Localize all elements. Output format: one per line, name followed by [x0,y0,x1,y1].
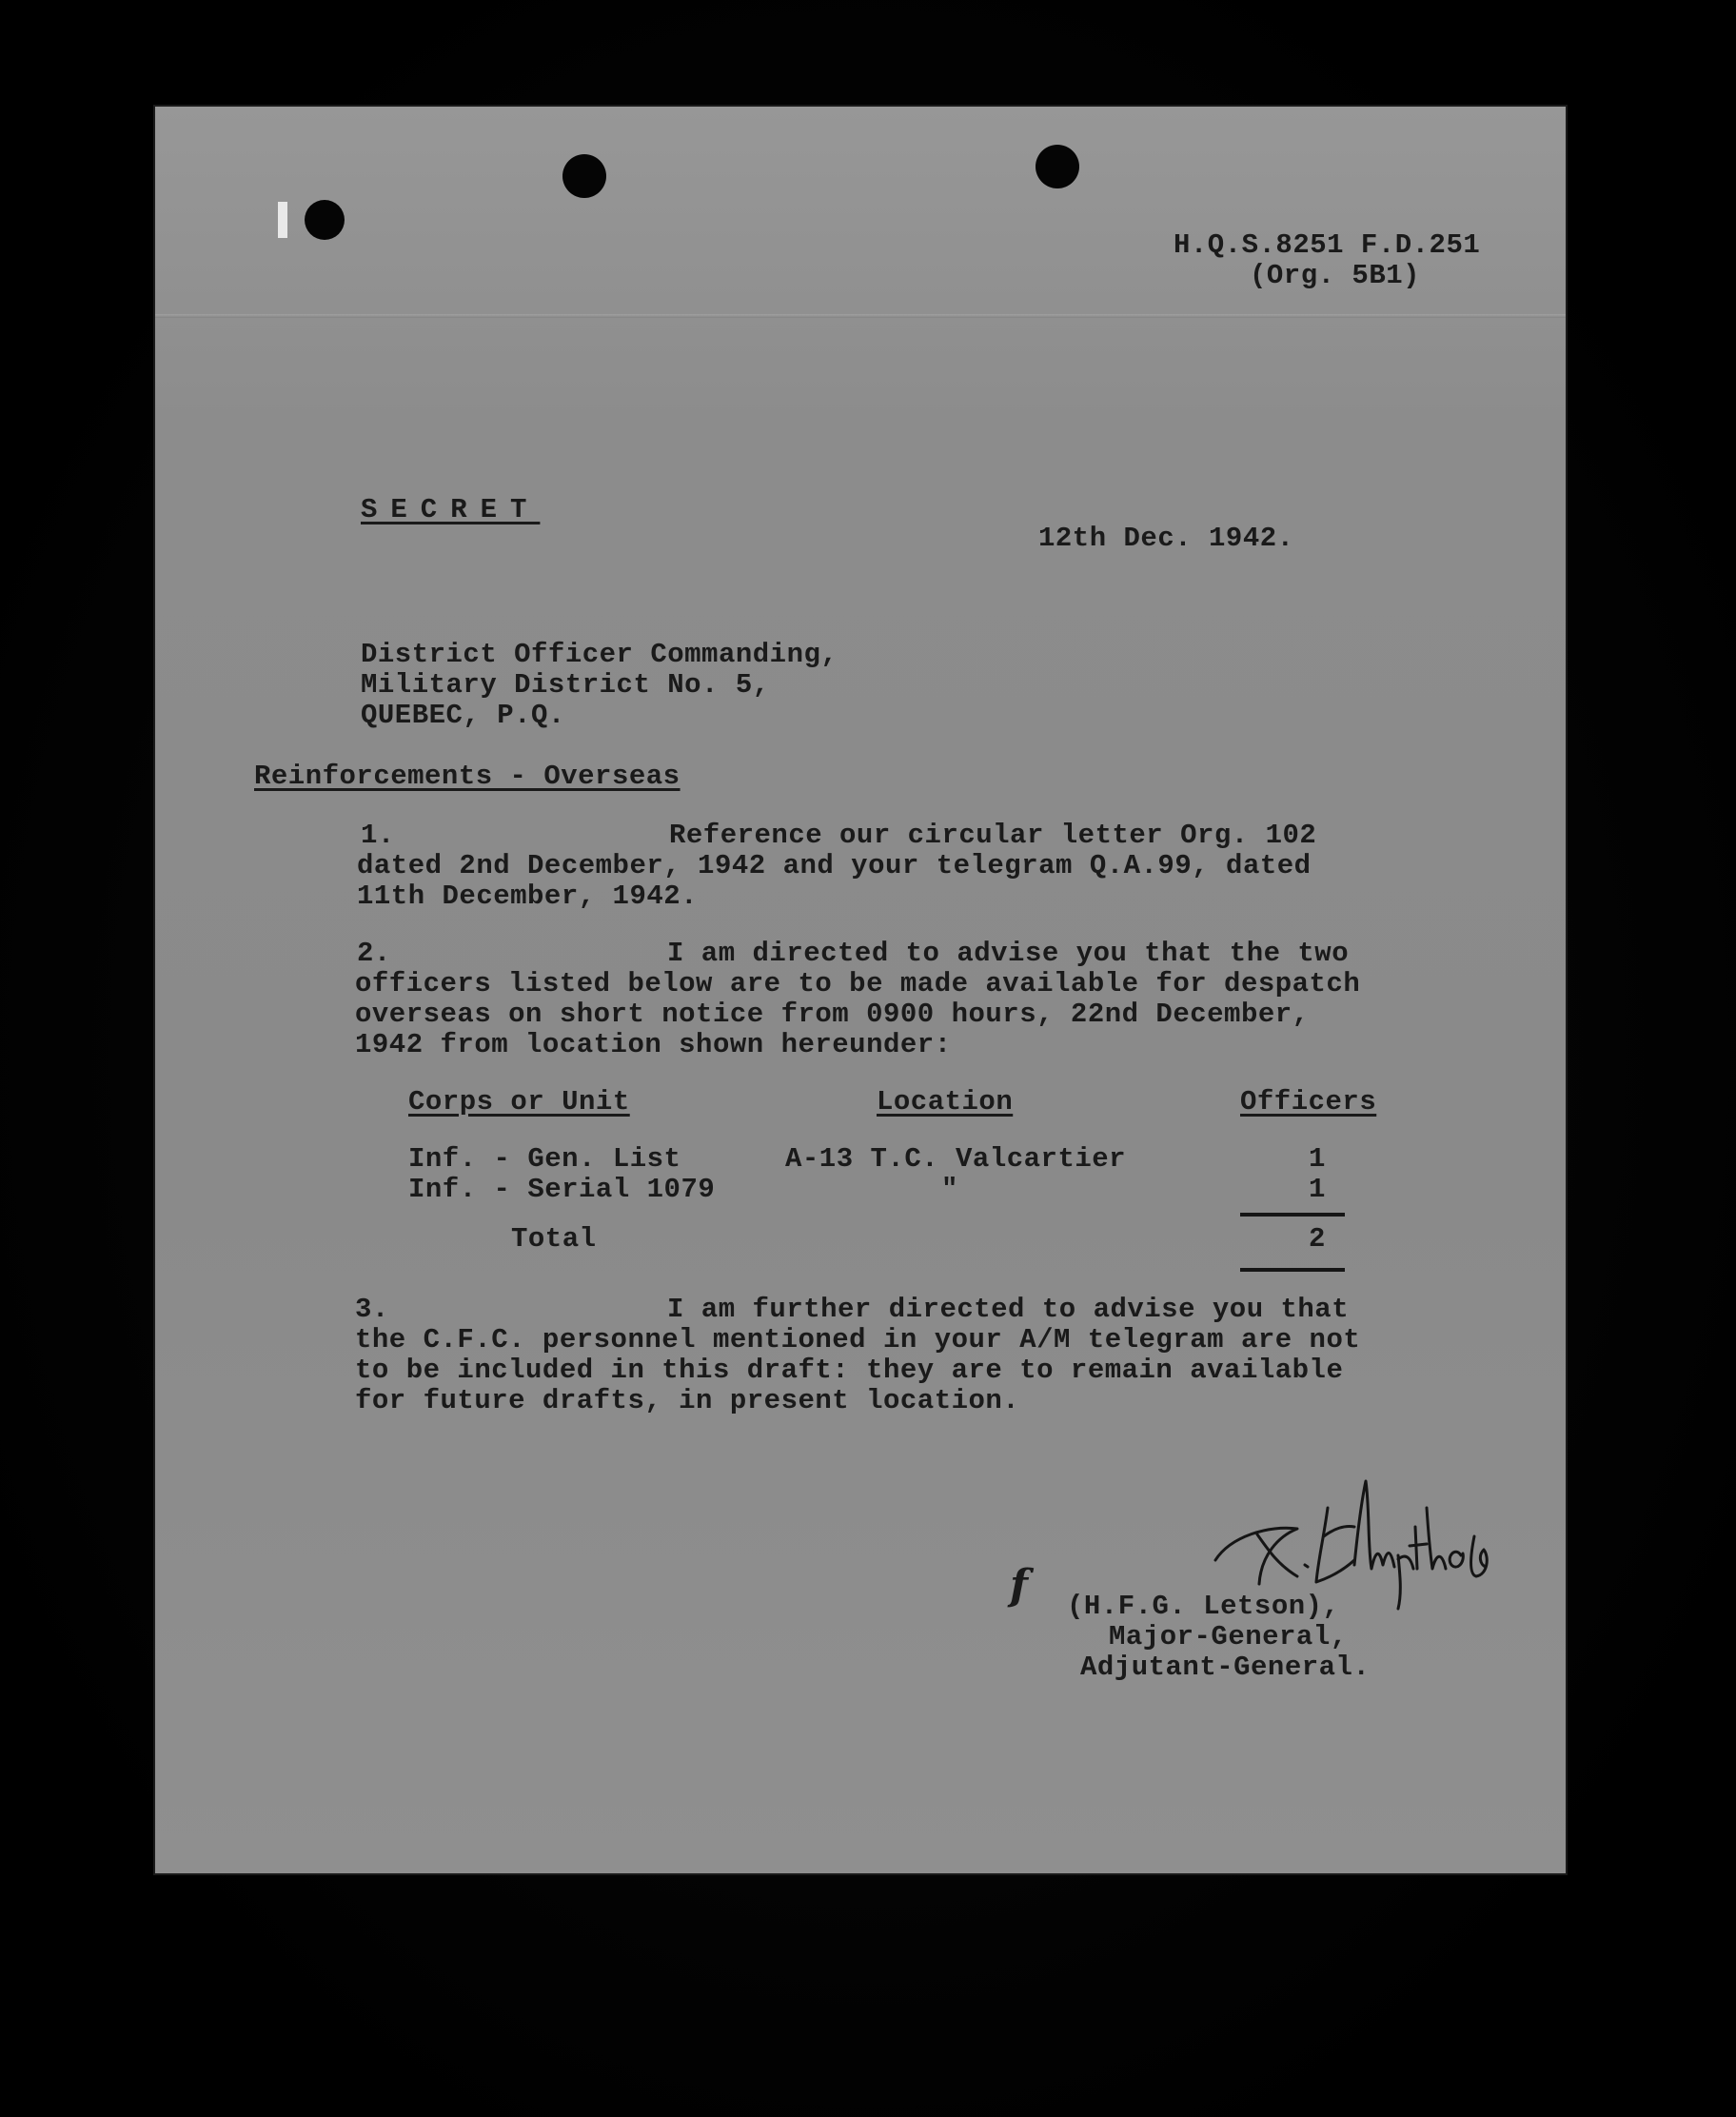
paragraph-line: Reference our circular letter Org. 102 [669,820,1317,851]
paragraph-number: 2. [357,938,391,969]
total-value: 2 [1309,1223,1326,1255]
table-cell-officers: 1 [1309,1174,1326,1205]
signatory-rank: Major-General, [1109,1621,1348,1652]
total-double-rule [1240,1268,1345,1272]
paragraph-line: overseas on short notice from 0900 hours, 22nd December, [355,999,1310,1030]
table-cell-unit: Inf. - Serial 1079 [408,1174,716,1205]
addressee-line: Military District No. 5, [361,669,770,701]
paragraph-line: I am further directed to advise you that [667,1294,1350,1325]
table-cell-location: A-13 T.C. Valcartier [785,1143,1127,1175]
table-cell-unit: Inf. - Gen. List [408,1143,681,1175]
punch-hole [305,200,345,240]
staple-mark [278,202,287,238]
paragraph-line: 11th December, 1942. [357,880,699,912]
subject-heading: Reinforcements - Overseas [254,761,681,792]
file-reference: H.Q.S.8251 F.D.251 [1174,229,1481,261]
paragraph-line: for future drafts, in present location. [355,1385,1020,1416]
letter-date: 12th Dec. 1942. [1038,523,1294,554]
signatory-name: (H.F.G. Letson), [1067,1591,1340,1622]
paragraph-number: 1. [361,820,395,851]
per-mark: f [1010,1561,1029,1610]
punch-hole [562,154,606,198]
table-cell-location: " [941,1174,958,1205]
paper-fold [155,314,1566,318]
paragraph-line: to be included in this draft: they are to remain available [355,1355,1344,1386]
classification-stamp: SECRET [361,494,541,525]
table-cell-officers: 1 [1309,1143,1326,1175]
punch-hole [1036,145,1079,188]
document-sheet [155,107,1566,1873]
paragraph-line: I am directed to advise you that the two [667,938,1350,969]
total-label: Total [511,1223,597,1255]
addressee-line: QUEBEC, P.Q. [361,700,565,731]
paragraph-line: dated 2nd December, 1942 and your telegram Q.A.99, dated [357,850,1312,881]
total-rule [1240,1213,1345,1217]
paragraph-line: officers listed below are to be made available for despatch [355,968,1361,999]
paragraph-number: 3. [355,1294,389,1325]
addressee-line: District Officer Commanding, [361,639,838,670]
paragraph-line: 1942 from location shown hereunder: [355,1029,952,1060]
org-reference: (Org. 5B1) [1250,260,1421,291]
table-header-officers: Officers [1240,1086,1377,1118]
table-header-unit: Corps or Unit [408,1086,630,1118]
paragraph-line: the C.F.C. personnel mentioned in your A/M telegram are not [355,1324,1361,1355]
signatory-title: Adjutant-General. [1080,1652,1371,1683]
table-header-location: Location [877,1086,1014,1118]
